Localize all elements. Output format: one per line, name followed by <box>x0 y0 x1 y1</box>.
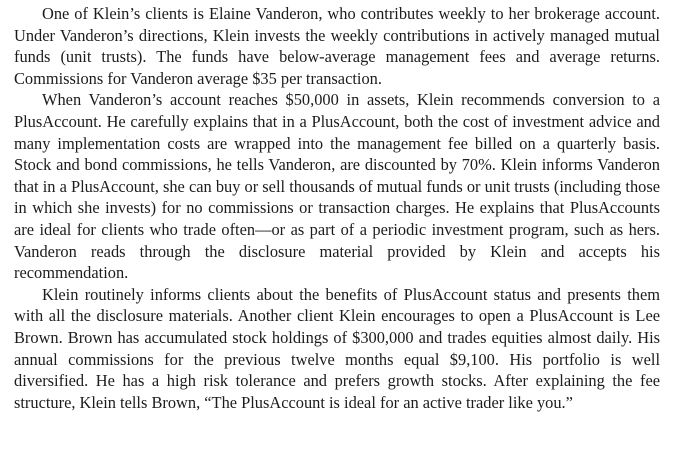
paragraph-vanderon-intro: One of Klein’s clients is Elaine Vanderon, who contributes weekly to her brokerage account. Under Vanderon’s directions, Klein invests the weekly contributions in actively managed mutual funds (unit trusts). The funds have below-average management fees and average returns. Commissions for Vanderon average $35 per transaction. <box>14 4 660 88</box>
paragraph-plusaccount-recommendation: When Vanderon’s account reaches $50,000 in assets, Klein recommends conversion to a PlusAccount. He carefully explains that in a PlusAccount, both the cost of investment advice and many implementation costs are wrapped into the management fee billed on a quarterly basis. Stock and bond commissions, he tells Vanderon, are discounted by 70%. Klein informs Vanderon that in a PlusAccount, she can buy or sell thousands of mutual funds or unit trusts (including those in which she invests) for no commissions or transaction charges. He explains that PlusAccounts are ideal for clients who trade often—or as part of a periodic investment program, such as hers. Vanderon reads through the disclosure material provided by Klein and accepts his recommendation. <box>14 90 660 283</box>
paragraph-brown-client: Klein routinely informs clients about the benefits of PlusAccount status and presents them with all the disclosure materials. Another client Klein encourages to open a PlusAccount is Lee Brown. Brown has accumulated stock holdings of $300,000 and trades equities almost daily. His annual commissions for the previous twelve months equal $9,100. His portfolio is well diversified. He has a high risk tolerance and prefers growth stocks. After explaining the fee structure, Klein tells Brown, “The PlusAccount is ideal for an active trader like you.” <box>14 284 660 412</box>
